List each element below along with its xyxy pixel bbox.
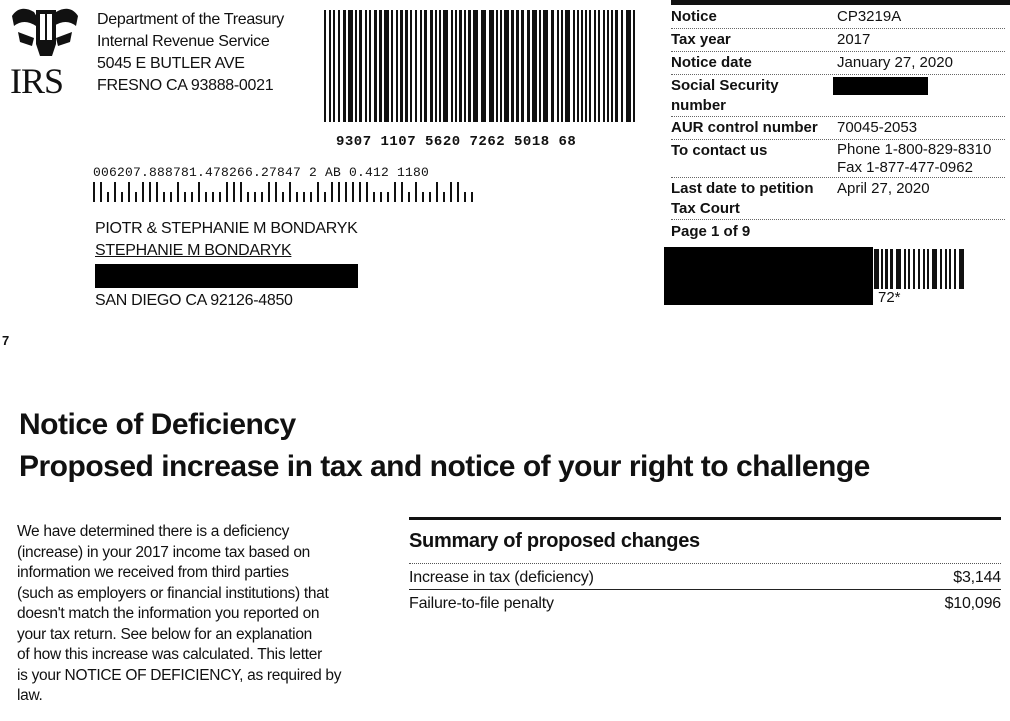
- info-value: CP3219A: [837, 8, 902, 25]
- info-row-notice-date: [671, 52, 1005, 75]
- info-value: [837, 75, 1005, 96]
- summary-row-amount: $10,096: [944, 595, 1001, 612]
- info-value: April 27, 2020: [837, 180, 930, 197]
- summary-row-label: Failure-to-file penalty: [409, 595, 554, 612]
- petition-label-line: Last date to petition: [671, 180, 814, 197]
- summary-row-label: Increase in tax (deficiency): [409, 569, 594, 586]
- page-title: Notice of Deficiency: [19, 408, 296, 441]
- sender-address-line: FRESNO CA 93888-0021: [97, 77, 274, 94]
- body-paragraph: [17, 522, 347, 707]
- info-table-topbar: [671, 0, 1010, 5]
- tracking-number: 9307 1107 5620 7262 5018 68: [336, 134, 577, 150]
- info-label: AUR control number: [671, 119, 818, 136]
- postnet-barcode: [93, 182, 473, 202]
- summary-title: Summary of proposed changes: [409, 530, 700, 552]
- body-line: of how this increase was calculated. This letter: [17, 646, 322, 663]
- info-value: [837, 140, 1005, 177]
- recipient-line: SAN DIEGO CA 92126-4850: [95, 292, 293, 309]
- info-row-notice: [671, 6, 1005, 29]
- barcode-suffix: 72*: [878, 289, 901, 306]
- body-line: doesn't match the information you reported on: [17, 605, 320, 622]
- summary-row: [409, 590, 1001, 614]
- body-line: (such as employers or financial institutions) that: [17, 584, 329, 602]
- info-row-aur: [671, 117, 1005, 140]
- info-label: To contact us: [671, 142, 768, 159]
- info-value: 70045-2053: [837, 119, 918, 136]
- info-row-petition: [671, 178, 1005, 220]
- summary-rule: [409, 517, 1001, 520]
- contact-phone: Phone 1-800-829-8310: [837, 141, 992, 158]
- irs-logo-text: IRS: [10, 61, 64, 101]
- sender-address-line: Department of the Treasury: [97, 11, 284, 28]
- body-line: your tax return. See below for an explanation: [17, 625, 312, 643]
- notice-info-table: [671, 6, 1005, 242]
- body-line: (increase) in your 2017 income tax based on: [17, 543, 310, 561]
- small-barcode: [874, 249, 966, 289]
- info-row-contact: [671, 140, 1005, 178]
- contact-fax: Fax 1-877-477-0962: [837, 159, 973, 176]
- info-label: Tax year: [671, 31, 731, 48]
- info-label: Notice: [671, 8, 717, 25]
- tracking-barcode: [324, 10, 636, 122]
- margin-mark: 7: [2, 333, 10, 348]
- summary-of-changes: [409, 517, 1001, 614]
- recipient-line: PIOTR & STEPHANIE M BONDARYK: [95, 220, 358, 237]
- summary-row: [409, 564, 1001, 590]
- body-line: information we received from third parties: [17, 564, 289, 581]
- redacted-street: [95, 264, 358, 288]
- postal-sort-line: 006207.888781.478266.27847 2 AB 0.412 1180: [93, 165, 430, 180]
- petition-label-line: Tax Court: [671, 200, 740, 217]
- page-subtitle: Proposed increase in tax and notice of your right to challenge: [19, 450, 870, 483]
- redacted-ssn: [833, 77, 928, 95]
- body-line: We have determined there is a deficiency: [17, 523, 290, 540]
- body-line: law.: [17, 687, 43, 704]
- sender-address-line: Internal Revenue Service: [97, 33, 270, 50]
- sender-address-line: 5045 E BUTLER AVE: [97, 55, 245, 72]
- sender-address: [97, 9, 284, 97]
- recipient-line: STEPHANIE M BONDARYK: [95, 242, 292, 259]
- info-value: 2017: [837, 31, 871, 48]
- info-label: Notice date: [671, 54, 752, 71]
- recipient-address: [95, 218, 358, 312]
- body-line: is your NOTICE OF DEFICIENCY, as required by: [17, 666, 342, 684]
- info-row-tax-year: [671, 29, 1005, 52]
- info-value: January 27, 2020: [837, 54, 953, 71]
- info-label: [671, 178, 837, 219]
- redacted-block: [664, 247, 873, 305]
- summary-row-amount: $3,144: [953, 569, 1001, 586]
- info-label: Social Security number: [671, 77, 779, 114]
- info-row-ssn: [671, 75, 1005, 117]
- page-indicator: Page 1 of 9: [671, 223, 751, 240]
